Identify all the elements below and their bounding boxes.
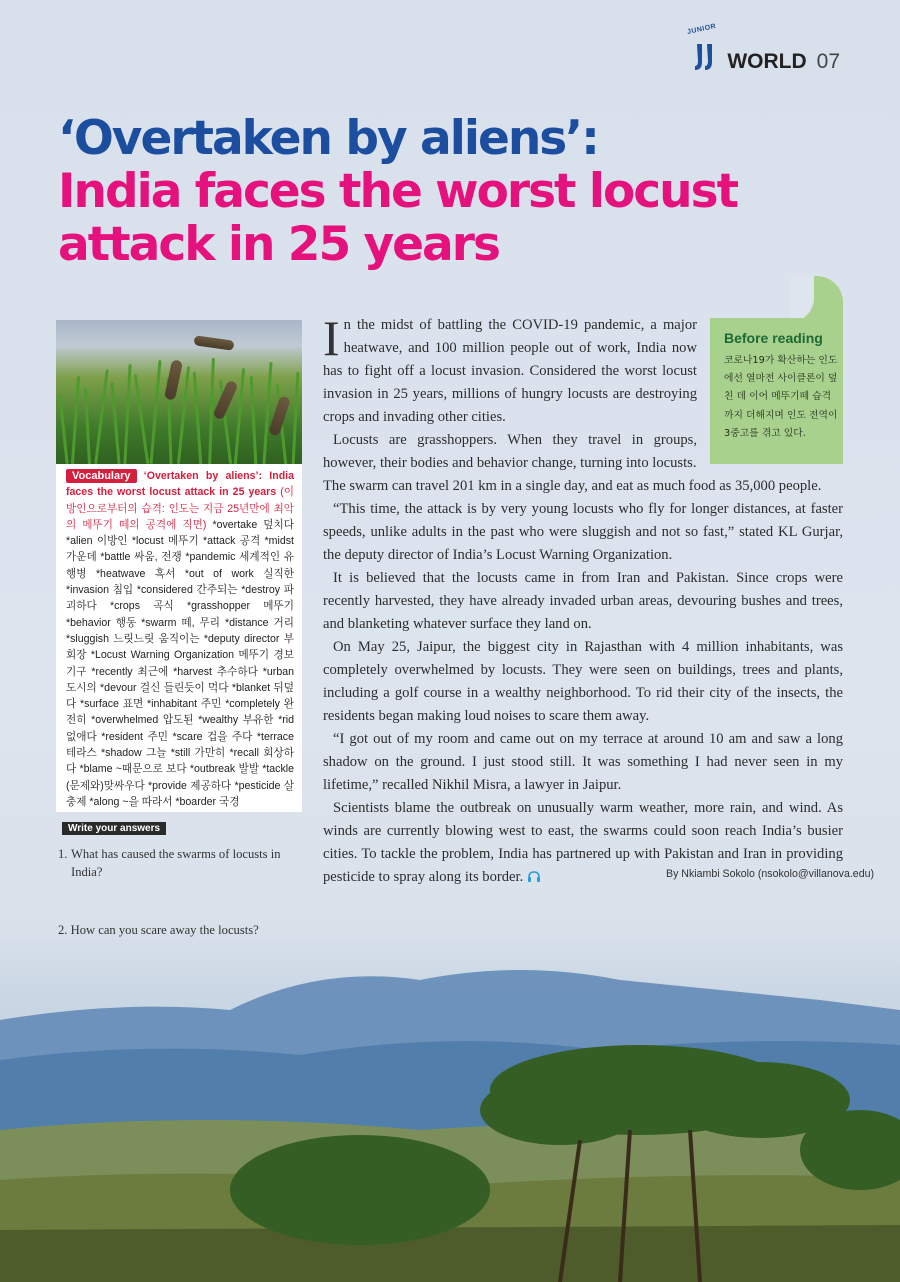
page-header <box>686 23 840 73</box>
landscape-illustration <box>0 940 900 1282</box>
article-paragraph-1: In the midst of battling the COVID-19 pandemic, a major heatwave, and 100 million people out of work, India now has to fight off a locust invasion. Considered the worst locust invasion in 25 years, millions of hungry locusts are destroying crops and invading other cities. <box>323 310 697 425</box>
byline: By Nkiambi Sokolo (nsokolo@villanova.edu) <box>666 868 875 880</box>
vocabulary-tag: Vocabulary <box>66 469 137 483</box>
question-1-number: 1. <box>58 847 68 861</box>
article-paragraph-3: “This time, the attack is by very young locusts who fly for longer distances, at faster speeds, unlike adults in the past who were sluggish and not so fast,” stated KL Gurjar, the deputy director of India’s Locust Warning Organization. <box>323 501 843 563</box>
article-paragraph-5: On May 25, Jaipur, the biggest city in Rajasthan with 4 million inhabitants, was completely overwhelmed by locusts. They were seen on buildings, trees and plants, including a golf course in a wealthy neighborhood. To rid their city of the insects, the residents began making loud noises to scare them away. <box>323 639 843 724</box>
question-2: 2. How can you scare away the locusts? <box>58 923 259 937</box>
vocabulary-title: ‘Overtaken by aliens’: India faces the worst locust attack in 25 years <box>66 470 294 499</box>
before-reading-title: Before reading <box>724 330 823 346</box>
article-paragraph-2a: Locusts are grasshoppers. When they travel in groups, however, their bodies and behavior change, turning into locusts. <box>323 432 697 471</box>
locust-figure <box>193 335 234 350</box>
article-paragraph-6: “I got out of my room and came out on my terrace at around 10 am and saw a long shadow on the ground. I just stood still. It was something I had never seen in my lifetime,” recalled Nikhil Misra, a lawyer in Jaipur. <box>323 731 843 793</box>
article-paragraph-4: It is believed that the locusts came in from Iran and Pakistan. Since crops were recently harvested, they have already invaded urban areas, devouring bushes and trees, and blanketing whatever surface they land on. <box>323 570 843 632</box>
headphones-icon[interactable] <box>527 871 541 882</box>
logo-text: JUNIOR <box>686 23 718 36</box>
jj-logo-icon <box>693 42 717 72</box>
article-body <box>323 310 843 889</box>
headline-line-1: ‘Overtaken by aliens’: <box>58 111 598 166</box>
headline-line-3: attack in 25 years <box>58 217 499 272</box>
question-1 <box>58 845 298 881</box>
locust-figure <box>268 395 291 436</box>
article-paragraph-2b: The swarm can travel 201 km in a single day, and eat as much food as 35,000 people. <box>323 478 822 494</box>
before-reading-text: 코로나19가 확산하는 인도에선 열마전 사이클론이 덮친 데 이어 메뚜기떼 습격까지 더해지며 인도 전역이 3중고를 겪고 있다. <box>724 355 838 439</box>
article-paragraph-7: Scientists blame the outbreak on unusually warm weather, more rain, and wind. As winds are currently blowing west to east, the swarms could soon reach India’s busier cities. To tackle the problem, India has partnered up with Pakistan and Iran in providing pesticide to spray along its border. <box>323 800 843 885</box>
question-1-line-1: What has caused the swarms of locusts in <box>71 847 281 861</box>
vocabulary-entries: *overtake 덮치다 *alien 이방인 *locust 메뚜기 *attack 공격 *midst 가운데 *battle 싸움, 전쟁 *pandemic 세계적인 유행병 *heatwave 혹서 *out of work 실직한 *invasion 침입 *considered 간주되는 *destroy 파괴하다 *crops 곡식 *grasshopper 메뚜기 *behavior 행동 *swarm 떼, 무리 *distance 거리 *sluggish 느릿느릿 움직이는 *deputy director 부회장 *Locust Warning Organization 메뚜기 경보기구 *recently 최근에 *harvest 추수하다 *urban 도시의 *devour 걸신 들린듯이 먹다 *blanket 뒤덮다 *surface 표면 *inhabitant 주민 *completely 완전히 *overwhelmed 압도된 *wealthy 부유한 *rid 없애다 *resident 주민 *scare 겁을 주다 *terrace 테라스 *shadow 그늘 *still 가만히 *recall 회상하다 *blame ~때문으로 보다 *outbreak 발발 *tackle (문제와)맞싸우다 *provide 제공하다 *pesticide 살충제 *along ~을 따라서 *boarder 국경 <box>66 518 294 808</box>
headline <box>58 112 858 271</box>
vocabulary-title-korean: (이방인으로부터의 습격: 인도는 지금 25년만에 최악의 메뚜기 떼의 공격에 직면) <box>66 486 294 531</box>
drop-cap: I <box>323 310 340 366</box>
question-1-line-2: India? <box>71 865 103 879</box>
vocabulary-text <box>56 464 302 810</box>
headline-line-2: India faces the worst locust <box>58 164 738 219</box>
locust-figure <box>164 359 183 400</box>
vocabulary-panel <box>56 320 302 812</box>
locust-photo <box>56 320 302 464</box>
junior-logo <box>686 23 721 72</box>
page-number: 07 <box>816 50 840 73</box>
section-title: WORLD <box>727 50 807 73</box>
answers-tag: Write your answers <box>62 822 166 835</box>
